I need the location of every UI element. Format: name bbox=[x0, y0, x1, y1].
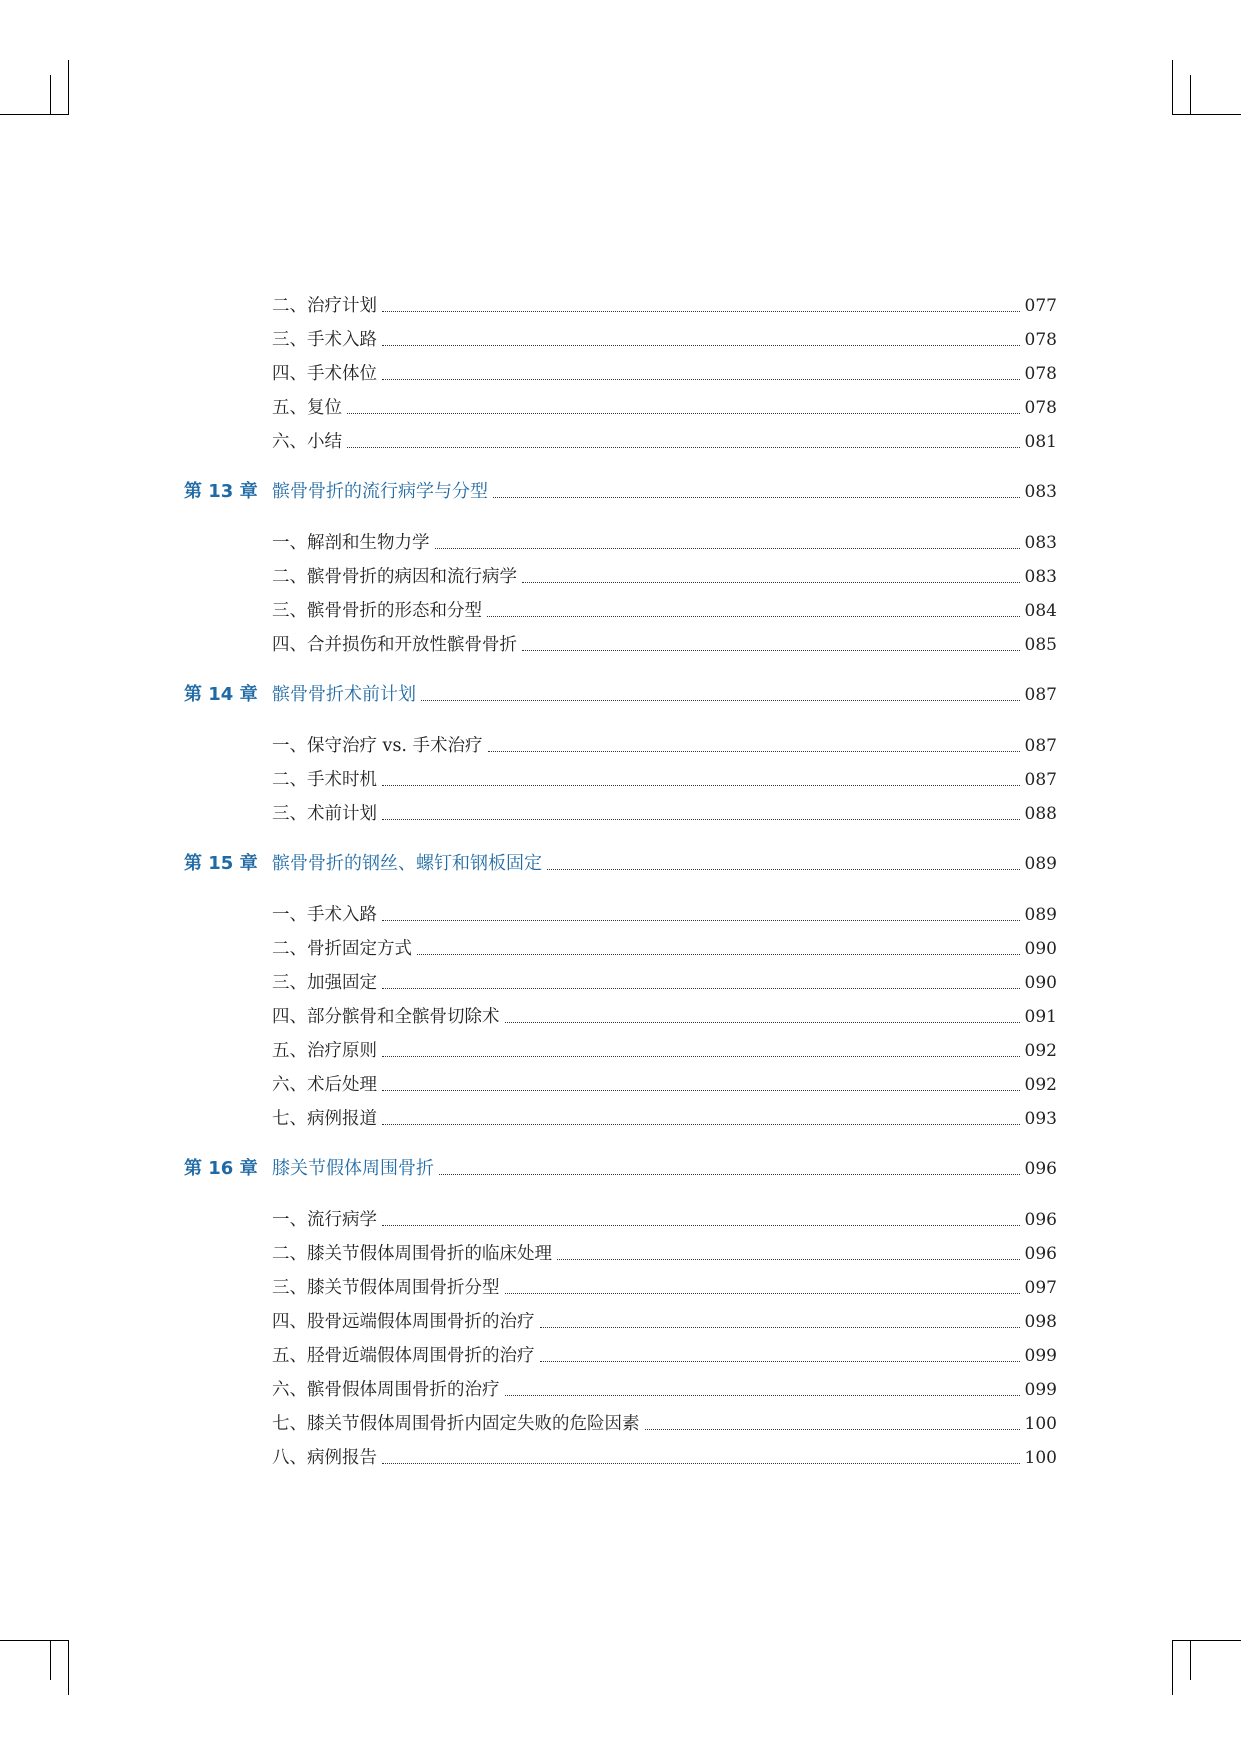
toc-entry-title: 四、合并损伤和开放性髌骨骨折 bbox=[272, 635, 517, 655]
dot-leader bbox=[505, 1395, 1020, 1396]
toc-entry-page: 084 bbox=[1024, 601, 1057, 621]
chapter-title: 髌骨骨折术前计划 bbox=[272, 684, 416, 705]
toc-entry-page: 099 bbox=[1024, 1346, 1057, 1366]
toc-entry-page: 078 bbox=[1024, 398, 1057, 418]
toc-entry-title: 一、保守治疗 vs. 手术治疗 bbox=[272, 736, 483, 756]
chapter-title: 膝关节假体周围骨折 bbox=[272, 1158, 434, 1179]
dot-leader bbox=[505, 1022, 1020, 1023]
toc-entry[interactable] bbox=[272, 902, 1057, 928]
toc-entry[interactable] bbox=[272, 801, 1057, 827]
dot-leader bbox=[382, 988, 1020, 989]
toc-entry-title: 一、流行病学 bbox=[272, 1210, 377, 1230]
toc-chapter-heading[interactable] bbox=[184, 1156, 1057, 1182]
dot-leader bbox=[382, 311, 1020, 312]
toc-entry[interactable] bbox=[272, 1343, 1057, 1369]
toc-entry-title: 四、部分髌骨和全髌骨切除术 bbox=[272, 1007, 500, 1027]
toc-entry-title: 三、膝关节假体周围骨折分型 bbox=[272, 1278, 500, 1298]
toc-entry[interactable] bbox=[272, 327, 1057, 353]
chapter-title: 髌骨骨折的钢丝、螺钉和钢板固定 bbox=[272, 853, 542, 874]
toc-entry-title: 七、病例报道 bbox=[272, 1109, 377, 1129]
toc-entry[interactable] bbox=[272, 395, 1057, 421]
dot-leader bbox=[505, 1293, 1020, 1294]
toc-entry-title: 二、骨折固定方式 bbox=[272, 939, 412, 959]
toc-entry-title: 六、术后处理 bbox=[272, 1075, 377, 1095]
toc-entry-page: 087 bbox=[1024, 770, 1057, 790]
dot-leader bbox=[382, 920, 1020, 921]
toc-entry-title: 二、手术时机 bbox=[272, 770, 377, 790]
dot-leader bbox=[439, 1174, 1020, 1175]
dot-leader bbox=[347, 413, 1020, 414]
toc-entry-page: 096 bbox=[1024, 1210, 1057, 1230]
toc-entry-page: 097 bbox=[1024, 1278, 1057, 1298]
dot-leader bbox=[540, 1327, 1020, 1328]
toc-entry[interactable] bbox=[272, 530, 1057, 556]
dot-leader bbox=[487, 616, 1020, 617]
toc-entry[interactable] bbox=[272, 1445, 1057, 1471]
toc-entry-page: 091 bbox=[1024, 1007, 1057, 1027]
toc-entry-title: 三、手术入路 bbox=[272, 330, 377, 350]
toc-entry-page: 083 bbox=[1024, 567, 1057, 587]
chapter-page: 096 bbox=[1024, 1159, 1057, 1179]
dot-leader bbox=[540, 1361, 1020, 1362]
toc-entry-title: 二、治疗计划 bbox=[272, 296, 377, 316]
toc-entry-title: 四、股骨远端假体周围骨折的治疗 bbox=[272, 1312, 535, 1332]
toc-entry[interactable] bbox=[272, 1241, 1057, 1267]
dot-leader bbox=[645, 1429, 1020, 1430]
dot-leader bbox=[557, 1259, 1020, 1260]
toc-entry[interactable] bbox=[272, 733, 1057, 759]
dot-leader bbox=[421, 700, 1020, 701]
dot-leader bbox=[522, 582, 1020, 583]
toc-entry-title: 三、加强固定 bbox=[272, 973, 377, 993]
dot-leader bbox=[522, 650, 1020, 651]
dot-leader bbox=[382, 345, 1020, 346]
chapter-page: 083 bbox=[1024, 482, 1057, 502]
toc-chapter-heading[interactable] bbox=[184, 682, 1057, 708]
dot-leader bbox=[488, 751, 1020, 752]
chapter-number: 第 14 章 bbox=[184, 684, 258, 705]
dot-leader bbox=[382, 1124, 1020, 1125]
toc-entry-page: 092 bbox=[1024, 1041, 1057, 1061]
toc-entry-page: 089 bbox=[1024, 905, 1057, 925]
toc-entry-page: 092 bbox=[1024, 1075, 1057, 1095]
dot-leader bbox=[382, 1463, 1020, 1464]
dot-leader bbox=[435, 548, 1020, 549]
dot-leader bbox=[382, 379, 1020, 380]
dot-leader bbox=[382, 1090, 1020, 1091]
toc-entry-page: 093 bbox=[1024, 1109, 1057, 1129]
toc-entry[interactable] bbox=[272, 598, 1057, 624]
toc-entry-title: 五、复位 bbox=[272, 398, 342, 418]
toc-entry-page: 090 bbox=[1024, 973, 1057, 993]
dot-leader bbox=[382, 785, 1020, 786]
toc-entry-page: 083 bbox=[1024, 533, 1057, 553]
toc-entry-page: 078 bbox=[1024, 330, 1057, 350]
toc-entry[interactable] bbox=[272, 429, 1057, 455]
toc-entry-title: 五、胫骨近端假体周围骨折的治疗 bbox=[272, 1346, 535, 1366]
toc-entry-title: 一、解剖和生物力学 bbox=[272, 533, 430, 553]
toc-entry-page: 077 bbox=[1024, 296, 1057, 316]
chapter-number: 第 13 章 bbox=[184, 481, 258, 502]
toc-entry[interactable] bbox=[272, 970, 1057, 996]
toc-entry[interactable] bbox=[272, 1038, 1057, 1064]
dot-leader bbox=[417, 954, 1020, 955]
toc-entry-page: 090 bbox=[1024, 939, 1057, 959]
toc-entry-title: 二、膝关节假体周围骨折的临床处理 bbox=[272, 1244, 552, 1264]
toc-entry-title: 六、小结 bbox=[272, 432, 342, 452]
toc-entry-title: 五、治疗原则 bbox=[272, 1041, 377, 1061]
toc-entry-title: 一、手术入路 bbox=[272, 905, 377, 925]
toc-entry[interactable] bbox=[272, 1004, 1057, 1030]
toc-entry[interactable] bbox=[272, 632, 1057, 658]
toc-entry-title: 七、膝关节假体周围骨折内固定失败的危险因素 bbox=[272, 1414, 640, 1434]
toc-entry[interactable] bbox=[272, 1072, 1057, 1098]
chapter-number: 第 15 章 bbox=[184, 853, 258, 874]
toc-entry[interactable] bbox=[272, 293, 1057, 319]
toc-entry[interactable] bbox=[272, 936, 1057, 962]
toc-entry-title: 八、病例报告 bbox=[272, 1448, 377, 1468]
toc-entry-page: 088 bbox=[1024, 804, 1057, 824]
toc-entry-page: 078 bbox=[1024, 364, 1057, 384]
toc-entry-page: 098 bbox=[1024, 1312, 1057, 1332]
toc-entry-page: 087 bbox=[1024, 736, 1057, 756]
dot-leader bbox=[382, 1056, 1020, 1057]
toc-entry[interactable] bbox=[272, 1411, 1057, 1437]
toc-entry-title: 六、髌骨假体周围骨折的治疗 bbox=[272, 1380, 500, 1400]
toc-entry-page: 099 bbox=[1024, 1380, 1057, 1400]
toc-entry-title: 四、手术体位 bbox=[272, 364, 377, 384]
toc-entry[interactable] bbox=[272, 1377, 1057, 1403]
toc-entry-page: 096 bbox=[1024, 1244, 1057, 1264]
toc-entry[interactable] bbox=[272, 767, 1057, 793]
dot-leader bbox=[382, 1225, 1020, 1226]
chapter-page: 089 bbox=[1024, 854, 1057, 874]
toc-entry[interactable] bbox=[272, 1275, 1057, 1301]
chapter-number: 第 16 章 bbox=[184, 1158, 258, 1179]
toc-entry-title: 三、髌骨骨折的形态和分型 bbox=[272, 601, 482, 621]
chapter-page: 087 bbox=[1024, 685, 1057, 705]
toc-entry-page: 100 bbox=[1024, 1414, 1057, 1434]
toc-entry[interactable] bbox=[272, 564, 1057, 590]
chapter-title: 髌骨骨折的流行病学与分型 bbox=[272, 481, 488, 502]
dot-leader bbox=[547, 869, 1020, 870]
dot-leader bbox=[382, 819, 1020, 820]
toc-chapter-heading[interactable] bbox=[184, 851, 1057, 877]
toc-entry-page: 100 bbox=[1024, 1448, 1057, 1468]
dot-leader bbox=[347, 447, 1020, 448]
toc-chapter-heading[interactable] bbox=[184, 479, 1057, 505]
toc-entry[interactable] bbox=[272, 1309, 1057, 1335]
toc-entry[interactable] bbox=[272, 1207, 1057, 1233]
dot-leader bbox=[493, 497, 1020, 498]
toc-entry[interactable] bbox=[272, 361, 1057, 387]
toc-entry-title: 三、术前计划 bbox=[272, 804, 377, 824]
toc-entry-page: 081 bbox=[1024, 432, 1057, 452]
toc-entry-page: 085 bbox=[1024, 635, 1057, 655]
toc-entry-title: 二、髌骨骨折的病因和流行病学 bbox=[272, 567, 517, 587]
toc-entry[interactable] bbox=[272, 1106, 1057, 1132]
